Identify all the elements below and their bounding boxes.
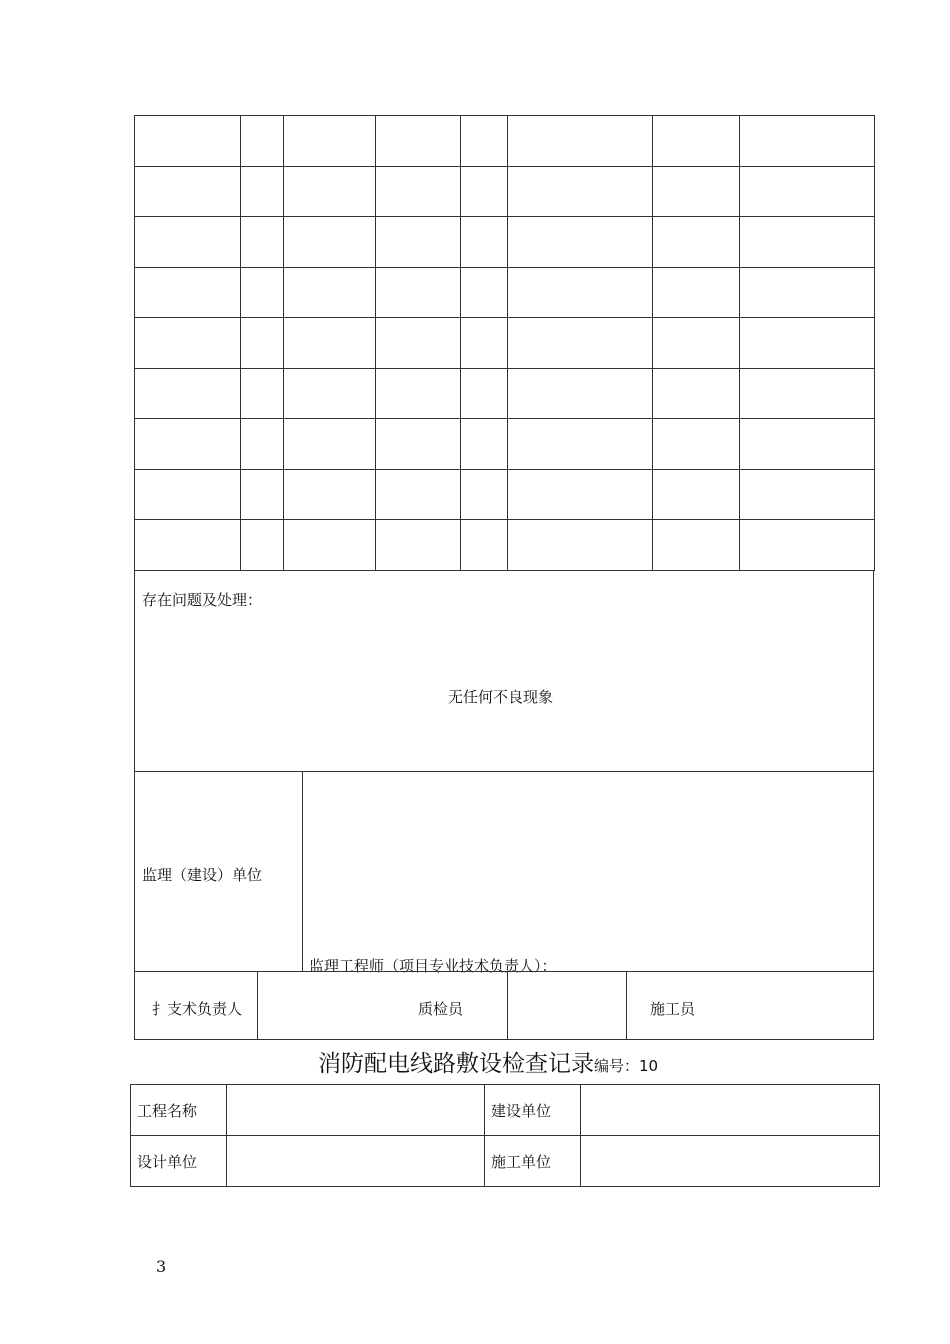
grid-cell[interactable] [653,520,740,571]
grid-cell[interactable] [241,368,284,419]
design-unit-value[interactable] [227,1136,485,1187]
grid-cell[interactable] [241,267,284,318]
project-name-label: 工程名称 [137,1101,198,1120]
grid-cell[interactable] [740,166,875,217]
grid-cell[interactable] [376,166,461,217]
grid-cell[interactable] [135,217,241,268]
grid-cell[interactable] [740,469,875,520]
grid-cell[interactable] [461,368,508,419]
inspector-label: 质检员 [418,1000,464,1018]
project-info-table [130,1084,880,1187]
info-label-cell [485,1136,581,1187]
grid-cell[interactable] [135,469,241,520]
grid-cell[interactable] [653,419,740,470]
construction-unit-label: 建设单位 [491,1101,552,1120]
problems-label: 存在问题及处理： [142,591,263,609]
grid-cell[interactable] [740,368,875,419]
grid-cell[interactable] [461,267,508,318]
grid-cell[interactable] [508,419,653,470]
tech-lead-label: 扌支术负责人 [152,1000,243,1018]
grid-cell[interactable] [241,166,284,217]
grid-cell[interactable] [461,469,508,520]
grid-row [135,166,875,217]
grid-cell[interactable] [135,267,241,318]
signoff-divider-3 [626,971,627,1040]
grid-cell[interactable] [284,318,376,369]
signoff-divider-1 [257,971,258,1040]
record-grid [134,115,875,571]
grid-cell[interactable] [284,469,376,520]
grid-cell[interactable] [740,318,875,369]
grid-row [135,469,875,520]
project-info-row [131,1136,880,1187]
grid-cell[interactable] [284,217,376,268]
builder-unit-label: 施工单位 [491,1152,552,1171]
record-code: 编号：10 [594,1057,659,1075]
grid-row [135,217,875,268]
info-label-cell [131,1136,227,1187]
page-number: 3 [156,1257,167,1276]
signoff-divider-2 [507,971,508,1040]
grid-cell[interactable] [135,166,241,217]
grid-row [135,368,875,419]
supervision-divider [302,771,303,972]
grid-cell[interactable] [241,318,284,369]
grid-cell[interactable] [508,217,653,268]
grid-cell[interactable] [461,520,508,571]
grid-cell[interactable] [508,267,653,318]
design-unit-label: 设计单位 [137,1152,198,1171]
grid-cell[interactable] [241,469,284,520]
grid-cell[interactable] [241,116,284,167]
grid-cell[interactable] [508,318,653,369]
grid-cell[interactable] [284,419,376,470]
problems-content: 无任何不良现象 [448,688,554,706]
grid-cell[interactable] [376,368,461,419]
grid-row [135,116,875,167]
grid-cell[interactable] [740,116,875,167]
grid-cell[interactable] [376,217,461,268]
project-name-value[interactable] [227,1085,485,1136]
grid-cell[interactable] [241,419,284,470]
supervision-engineer-label: 监理工程师（项目专业技术负责人）： [309,957,557,975]
grid-cell[interactable] [284,166,376,217]
grid-cell[interactable] [376,318,461,369]
grid-row [135,520,875,571]
grid-cell[interactable] [135,419,241,470]
grid-cell[interactable] [241,217,284,268]
grid-cell[interactable] [135,368,241,419]
grid-cell[interactable] [653,318,740,369]
grid-cell[interactable] [461,419,508,470]
grid-cell[interactable] [740,520,875,571]
grid-cell[interactable] [508,166,653,217]
grid-cell[interactable] [740,267,875,318]
grid-cell[interactable] [461,116,508,167]
grid-cell[interactable] [284,520,376,571]
constructor-label: 施工员 [650,1000,696,1018]
grid-cell[interactable] [508,368,653,419]
record-title [318,1045,658,1078]
grid-row [135,318,875,369]
construction-unit-value[interactable] [581,1085,880,1136]
project-info-row [131,1085,880,1136]
grid-cell[interactable] [284,368,376,419]
grid-cell[interactable] [653,368,740,419]
grid-row [135,267,875,318]
info-label-cell [131,1085,227,1136]
grid-cell[interactable] [508,116,653,167]
grid-cell[interactable] [135,520,241,571]
grid-cell[interactable] [653,217,740,268]
grid-cell[interactable] [508,469,653,520]
grid-cell[interactable] [284,267,376,318]
grid-cell[interactable] [653,267,740,318]
grid-cell[interactable] [376,267,461,318]
grid-cell[interactable] [135,116,241,167]
grid-cell[interactable] [376,469,461,520]
grid-cell[interactable] [376,116,461,167]
grid-cell[interactable] [461,166,508,217]
grid-cell[interactable] [461,318,508,369]
grid-cell[interactable] [653,166,740,217]
grid-cell[interactable] [740,217,875,268]
grid-cell[interactable] [653,469,740,520]
record-title-text: 消防配电线路敷设检查记录 [318,1051,594,1077]
grid-cell[interactable] [135,318,241,369]
grid-cell[interactable] [376,520,461,571]
builder-unit-value[interactable] [581,1136,880,1187]
grid-cell[interactable] [740,419,875,470]
grid-cell[interactable] [241,520,284,571]
supervision-unit-label: 监理（建设）单位 [142,866,263,884]
grid-cell[interactable] [284,116,376,167]
grid-row [135,419,875,470]
grid-cell[interactable] [376,419,461,470]
grid-cell[interactable] [508,520,653,571]
signoff-row [134,971,874,1040]
grid-cell[interactable] [461,217,508,268]
grid-cell[interactable] [653,116,740,167]
info-label-cell [485,1085,581,1136]
